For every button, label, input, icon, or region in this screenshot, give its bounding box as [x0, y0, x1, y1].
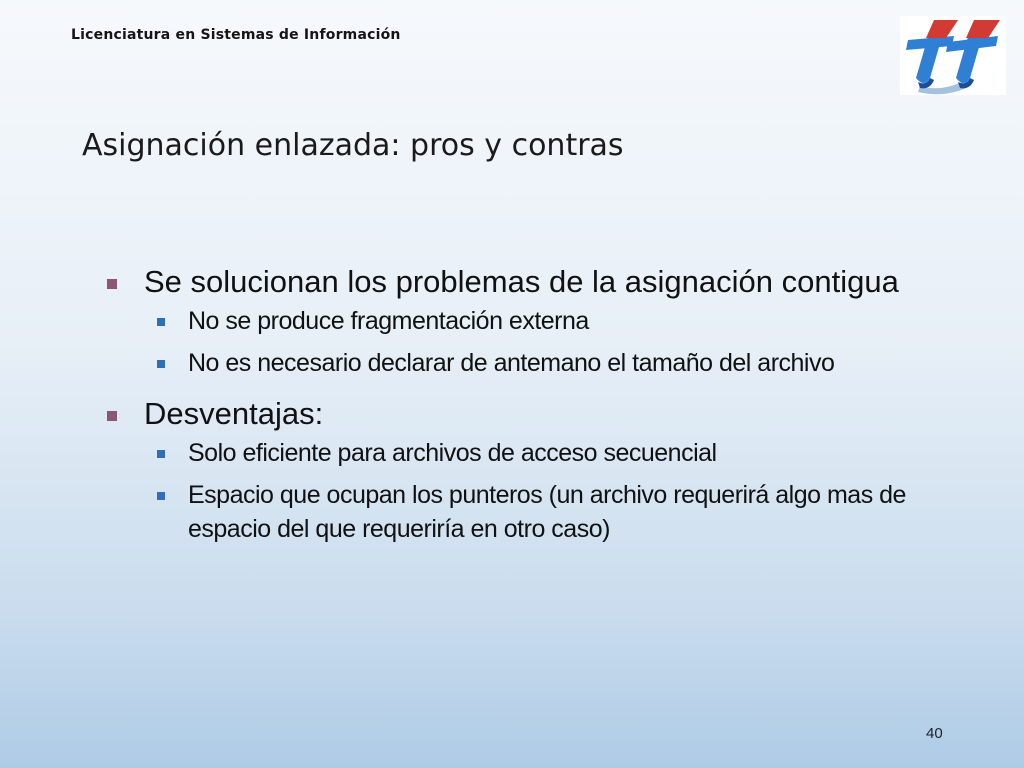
bullet-text: Desventajas:: [144, 396, 324, 431]
sub-bullet-item: [104, 346, 984, 380]
sub-bullet-marker: [157, 318, 165, 326]
bullet-item: [104, 394, 984, 434]
logo-red-accent-right: [966, 20, 1000, 38]
bullet-marker: [107, 411, 117, 421]
bullet-list: [104, 262, 984, 560]
sub-bullet-marker: [157, 492, 165, 500]
bullet-item: [104, 262, 984, 302]
sub-bullet-item: [104, 304, 984, 338]
slide-title: Asignación enlazada: pros y contras: [82, 128, 624, 163]
page-number: 40: [926, 725, 943, 742]
sub-bullet-item: [104, 436, 984, 470]
logo-graphic: [900, 16, 1006, 95]
logo-left-t-bar: [906, 36, 954, 50]
sub-bullet-text: No es necesario declarar de antemano el tamaño del archivo: [188, 349, 835, 377]
sub-bullet-item: [104, 478, 984, 546]
sub-bullet-list: [104, 304, 984, 380]
sub-bullet-text: Espacio que ocupan los punteros (un archivo requerirá algo mas de espacio del que requeriría en otro caso): [188, 481, 906, 543]
university-logo: [900, 16, 1006, 95]
bullet-marker: [107, 279, 117, 289]
sub-bullet-text: No se produce fragmentación externa: [188, 307, 589, 335]
sub-bullet-marker: [157, 360, 165, 368]
bullet-text: Se solucionan los problemas de la asignación contigua: [144, 264, 899, 299]
sub-bullet-text: Solo eficiente para archivos de acceso secuencial: [188, 439, 717, 467]
sub-bullet-marker: [157, 450, 165, 458]
logo-red-accent-left: [926, 20, 958, 38]
header-program-name: Licenciatura en Sistemas de Información: [71, 27, 401, 43]
sub-bullet-list: [104, 436, 984, 546]
